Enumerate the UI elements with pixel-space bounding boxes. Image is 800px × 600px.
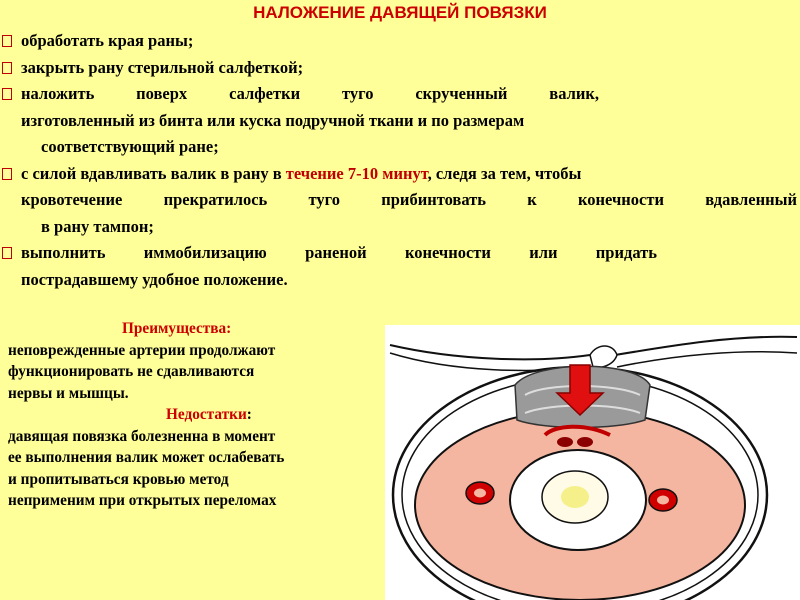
advantages-line: нервы и мышцы. [8, 384, 129, 402]
bullet-icon [2, 62, 12, 74]
bullet-icon [2, 35, 12, 47]
bullet-icon [2, 247, 12, 259]
disadvantages-heading: Недостатки [166, 406, 247, 423]
step-text-part: с силой вдавливать валик в рану в [21, 163, 286, 183]
step-text: закрыть рану стерильной салфеткой; [21, 57, 304, 77]
step-text: соответствующий ране; [41, 137, 219, 156]
step-item [2, 240, 798, 293]
step-time-highlight: течение 7-10 минут [285, 163, 428, 183]
step-text: обработать края раны; [21, 31, 194, 50]
step-item [2, 81, 798, 161]
disadvantages-heading-row [8, 404, 380, 426]
step-text: выполнить иммобилизацию раненой конечности или придать [21, 243, 657, 262]
disadvantages-colon: : [246, 406, 252, 423]
step-item [2, 28, 798, 55]
steps-list [2, 28, 798, 293]
step-item [2, 55, 798, 82]
advantages-heading: Преимущества: [122, 320, 232, 337]
disadvantages-line: и пропитываться кровью метод [8, 470, 229, 488]
disadvantages-line: ее выполнения валик может ослабевать [8, 449, 285, 466]
step-text: в рану тампон; [41, 216, 154, 236]
disadvantages-line: неприменим при открытых переломах [8, 492, 277, 509]
vessel-lumen [577, 437, 593, 447]
step-text: пострадавшему удобное положение. [21, 269, 288, 289]
disadvantages-line: давящая повязка болезненна в момент [8, 427, 276, 445]
advantages-line: неповрежденные артерии продолжают [8, 341, 276, 359]
step-text [21, 161, 798, 188]
bone-marrow [561, 486, 589, 508]
pros-cons-block [8, 318, 380, 512]
advantages-line: функционировать не сдавливаются [8, 363, 255, 380]
step-text: кровотечение прекратилось туго прибинтовать к конечности вдавленный [21, 190, 797, 209]
vessel-lumen [557, 437, 573, 447]
step-text: изготовленный из бинта или куска подручной ткани и по размерам [21, 110, 525, 130]
vessel-right-lumen [657, 496, 669, 505]
page-title: НАЛОЖЕНИЕ ДАВЯЩЕЙ ПОВЯЗКИ [253, 3, 547, 22]
bullet-icon [2, 168, 12, 180]
step-text-part: , следя за тем, чтобы [427, 163, 582, 183]
vessel-left-lumen [474, 489, 486, 498]
step-text: наложить поверх салфетки туго скрученный валик, [21, 84, 599, 103]
pressure-bandage-illustration [385, 325, 800, 600]
bullet-icon [2, 88, 12, 100]
step-item [2, 161, 798, 241]
